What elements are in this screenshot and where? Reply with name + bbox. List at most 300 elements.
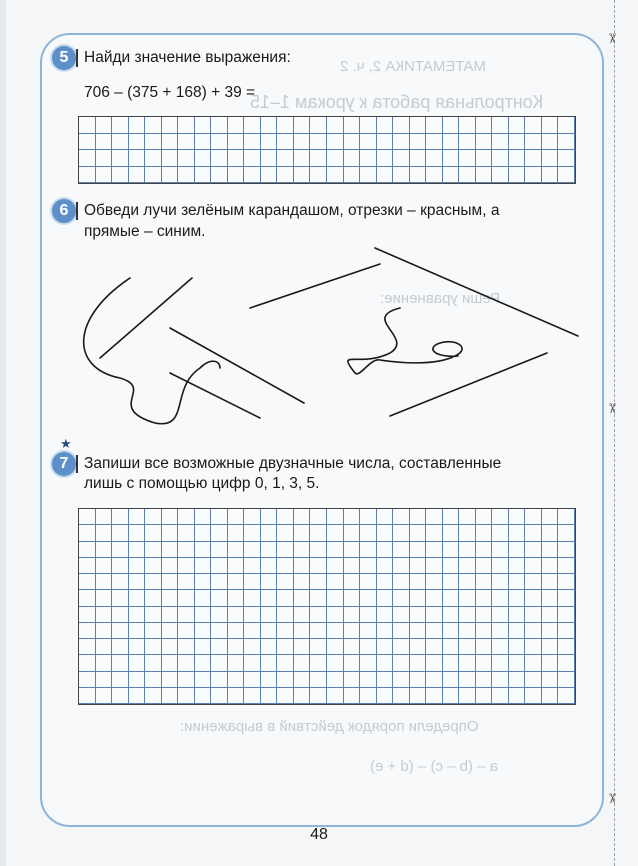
grid-cell[interactable] <box>360 525 377 541</box>
grid-cell[interactable] <box>443 623 460 639</box>
grid-cell[interactable] <box>145 655 162 671</box>
grid-cell[interactable] <box>96 639 113 655</box>
grid-cell[interactable] <box>525 150 542 167</box>
grid-cell[interactable] <box>112 117 129 134</box>
grid-cell[interactable] <box>344 558 361 574</box>
grid-cell[interactable] <box>277 558 294 574</box>
grid-cell[interactable] <box>244 525 261 541</box>
grid-cell[interactable] <box>542 672 559 688</box>
grid-cell[interactable] <box>294 672 311 688</box>
grid-cell[interactable] <box>360 672 377 688</box>
grid-cell[interactable] <box>277 525 294 541</box>
grid-cell[interactable] <box>558 558 575 574</box>
grid-cell[interactable] <box>195 167 212 184</box>
grid-cell[interactable] <box>211 574 228 590</box>
grid-cell[interactable] <box>310 167 327 184</box>
grid-cell[interactable] <box>228 688 245 704</box>
grid-cell[interactable] <box>178 639 195 655</box>
grid-cell[interactable] <box>344 655 361 671</box>
grid-cell[interactable] <box>294 639 311 655</box>
grid-cell[interactable] <box>377 672 394 688</box>
grid-cell[interactable] <box>195 509 212 525</box>
grid-cell[interactable] <box>310 134 327 151</box>
grid-cell[interactable] <box>112 167 129 184</box>
grid-cell[interactable] <box>294 688 311 704</box>
grid-cell[interactable] <box>228 150 245 167</box>
grid-cell[interactable] <box>377 525 394 541</box>
grid-cell[interactable] <box>393 509 410 525</box>
grid-cell[interactable] <box>426 134 443 151</box>
grid-cell[interactable] <box>294 590 311 606</box>
grid-cell[interactable] <box>459 117 476 134</box>
grid-cell[interactable] <box>79 117 96 134</box>
grid-cell[interactable] <box>261 134 278 151</box>
grid-cell[interactable] <box>393 574 410 590</box>
grid-cell[interactable] <box>492 623 509 639</box>
grid-cell[interactable] <box>145 574 162 590</box>
grid-cell[interactable] <box>228 655 245 671</box>
grid-cell[interactable] <box>542 574 559 590</box>
grid-cell[interactable] <box>459 623 476 639</box>
grid-cell[interactable] <box>525 574 542 590</box>
grid-cell[interactable] <box>327 655 344 671</box>
grid-cell[interactable] <box>459 655 476 671</box>
grid-cell[interactable] <box>542 542 559 558</box>
grid-cell[interactable] <box>145 542 162 558</box>
grid-cell[interactable] <box>509 542 526 558</box>
grid-cell[interactable] <box>310 590 327 606</box>
grid-cell[interactable] <box>112 558 129 574</box>
grid-cell[interactable] <box>558 672 575 688</box>
grid-cell[interactable] <box>294 509 311 525</box>
grid-cell[interactable] <box>162 607 179 623</box>
grid-cell[interactable] <box>112 134 129 151</box>
grid-cell[interactable] <box>525 134 542 151</box>
grid-cell[interactable] <box>228 672 245 688</box>
grid-cell[interactable] <box>525 639 542 655</box>
grid-cell[interactable] <box>509 590 526 606</box>
grid-cell[interactable] <box>145 607 162 623</box>
grid-cell[interactable] <box>195 134 212 151</box>
grid-cell[interactable] <box>492 672 509 688</box>
grid-cell[interactable] <box>79 672 96 688</box>
grid-cell[interactable] <box>244 688 261 704</box>
grid-cell[interactable] <box>459 542 476 558</box>
grid-cell[interactable] <box>459 525 476 541</box>
grid-cell[interactable] <box>443 542 460 558</box>
grid-cell[interactable] <box>327 117 344 134</box>
grid-cell[interactable] <box>211 623 228 639</box>
grid-cell[interactable] <box>327 150 344 167</box>
grid-cell[interactable] <box>327 639 344 655</box>
grid-cell[interactable] <box>145 590 162 606</box>
grid-cell[interactable] <box>459 509 476 525</box>
grid-cell[interactable] <box>476 590 493 606</box>
grid-cell[interactable] <box>542 525 559 541</box>
grid-cell[interactable] <box>459 150 476 167</box>
grid-cell[interactable] <box>344 117 361 134</box>
grid-cell[interactable] <box>459 639 476 655</box>
grid-cell[interactable] <box>145 525 162 541</box>
grid-cell[interactable] <box>426 117 443 134</box>
grid-cell[interactable] <box>228 525 245 541</box>
grid-cell[interactable] <box>162 639 179 655</box>
grid-cell[interactable] <box>244 607 261 623</box>
grid-cell[interactable] <box>426 574 443 590</box>
grid-cell[interactable] <box>525 688 542 704</box>
grid-cell[interactable] <box>145 672 162 688</box>
grid-cell[interactable] <box>96 672 113 688</box>
grid-cell[interactable] <box>310 117 327 134</box>
grid-cell[interactable] <box>261 542 278 558</box>
grid-cell[interactable] <box>310 655 327 671</box>
grid-cell[interactable] <box>96 167 113 184</box>
grid-cell[interactable] <box>112 607 129 623</box>
grid-cell[interactable] <box>426 167 443 184</box>
grid-cell[interactable] <box>426 688 443 704</box>
grid-cell[interactable] <box>509 623 526 639</box>
grid-cell[interactable] <box>310 639 327 655</box>
grid-cell[interactable] <box>509 655 526 671</box>
grid-cell[interactable] <box>79 688 96 704</box>
grid-cell[interactable] <box>195 558 212 574</box>
grid-cell[interactable] <box>96 655 113 671</box>
grid-cell[interactable] <box>542 590 559 606</box>
grid-cell[interactable] <box>327 525 344 541</box>
grid-cell[interactable] <box>211 558 228 574</box>
grid-cell[interactable] <box>211 590 228 606</box>
grid-cell[interactable] <box>261 150 278 167</box>
grid-cell[interactable] <box>178 574 195 590</box>
grid-cell[interactable] <box>112 509 129 525</box>
grid-cell[interactable] <box>195 117 212 134</box>
answer-grid[interactable] <box>78 116 576 184</box>
grid-cell[interactable] <box>195 688 212 704</box>
grid-cell[interactable] <box>443 574 460 590</box>
grid-cell[interactable] <box>558 623 575 639</box>
grid-cell[interactable] <box>310 150 327 167</box>
grid-cell[interactable] <box>277 672 294 688</box>
grid-cell[interactable] <box>162 542 179 558</box>
grid-cell[interactable] <box>393 590 410 606</box>
grid-cell[interactable] <box>162 525 179 541</box>
grid-cell[interactable] <box>492 590 509 606</box>
grid-cell[interactable] <box>377 150 394 167</box>
grid-cell[interactable] <box>410 150 427 167</box>
grid-cell[interactable] <box>360 509 377 525</box>
grid-cell[interactable] <box>178 167 195 184</box>
grid-cell[interactable] <box>459 558 476 574</box>
grid-cell[interactable] <box>261 623 278 639</box>
grid-cell[interactable] <box>261 167 278 184</box>
grid-cell[interactable] <box>492 558 509 574</box>
grid-cell[interactable] <box>476 542 493 558</box>
grid-cell[interactable] <box>443 688 460 704</box>
grid-cell[interactable] <box>145 688 162 704</box>
grid-cell[interactable] <box>476 574 493 590</box>
grid-cell[interactable] <box>426 639 443 655</box>
grid-cell[interactable] <box>327 542 344 558</box>
grid-cell[interactable] <box>211 688 228 704</box>
grid-cell[interactable] <box>542 558 559 574</box>
grid-cell[interactable] <box>327 134 344 151</box>
grid-cell[interactable] <box>195 639 212 655</box>
grid-cell[interactable] <box>277 639 294 655</box>
grid-cell[interactable] <box>79 167 96 184</box>
grid-cell[interactable] <box>112 150 129 167</box>
grid-cell[interactable] <box>261 672 278 688</box>
grid-cell[interactable] <box>112 590 129 606</box>
grid-cell[interactable] <box>492 509 509 525</box>
grid-cell[interactable] <box>129 574 146 590</box>
grid-cell[interactable] <box>476 672 493 688</box>
grid-cell[interactable] <box>178 623 195 639</box>
grid-cell[interactable] <box>145 558 162 574</box>
grid-cell[interactable] <box>211 150 228 167</box>
grid-cell[interactable] <box>228 574 245 590</box>
grid-cell[interactable] <box>525 167 542 184</box>
grid-cell[interactable] <box>360 607 377 623</box>
grid-cell[interactable] <box>96 623 113 639</box>
grid-cell[interactable] <box>310 672 327 688</box>
grid-cell[interactable] <box>542 117 559 134</box>
grid-cell[interactable] <box>129 590 146 606</box>
grid-cell[interactable] <box>195 590 212 606</box>
grid-cell[interactable] <box>410 688 427 704</box>
grid-cell[interactable] <box>96 134 113 151</box>
grid-cell[interactable] <box>79 525 96 541</box>
grid-cell[interactable] <box>558 688 575 704</box>
grid-cell[interactable] <box>261 655 278 671</box>
grid-cell[interactable] <box>344 134 361 151</box>
grid-cell[interactable] <box>393 655 410 671</box>
grid-cell[interactable] <box>96 574 113 590</box>
grid-cell[interactable] <box>525 117 542 134</box>
grid-cell[interactable] <box>459 574 476 590</box>
grid-cell[interactable] <box>244 150 261 167</box>
grid-cell[interactable] <box>129 525 146 541</box>
grid-cell[interactable] <box>145 623 162 639</box>
grid-cell[interactable] <box>112 542 129 558</box>
grid-cell[interactable] <box>261 639 278 655</box>
grid-cell[interactable] <box>393 623 410 639</box>
grid-cell[interactable] <box>492 525 509 541</box>
grid-cell[interactable] <box>211 607 228 623</box>
grid-cell[interactable] <box>443 558 460 574</box>
grid-cell[interactable] <box>79 623 96 639</box>
grid-cell[interactable] <box>525 590 542 606</box>
grid-cell[interactable] <box>459 134 476 151</box>
grid-cell[interactable] <box>96 688 113 704</box>
grid-cell[interactable] <box>96 509 113 525</box>
grid-cell[interactable] <box>195 525 212 541</box>
grid-cell[interactable] <box>310 525 327 541</box>
grid-cell[interactable] <box>377 623 394 639</box>
grid-cell[interactable] <box>426 525 443 541</box>
grid-cell[interactable] <box>178 542 195 558</box>
grid-cell[interactable] <box>377 574 394 590</box>
grid-cell[interactable] <box>542 150 559 167</box>
grid-cell[interactable] <box>310 509 327 525</box>
grid-cell[interactable] <box>178 117 195 134</box>
grid-cell[interactable] <box>476 134 493 151</box>
grid-cell[interactable] <box>459 590 476 606</box>
grid-cell[interactable] <box>178 688 195 704</box>
grid-cell[interactable] <box>310 574 327 590</box>
grid-cell[interactable] <box>327 509 344 525</box>
grid-cell[interactable] <box>96 558 113 574</box>
grid-cell[interactable] <box>244 117 261 134</box>
grid-cell[interactable] <box>377 558 394 574</box>
grid-cell[interactable] <box>443 134 460 151</box>
grid-cell[interactable] <box>558 655 575 671</box>
grid-cell[interactable] <box>558 525 575 541</box>
grid-cell[interactable] <box>129 558 146 574</box>
grid-cell[interactable] <box>211 167 228 184</box>
grid-cell[interactable] <box>112 574 129 590</box>
grid-cell[interactable] <box>327 688 344 704</box>
grid-cell[interactable] <box>261 688 278 704</box>
grid-cell[interactable] <box>344 542 361 558</box>
grid-cell[interactable] <box>244 639 261 655</box>
grid-cell[interactable] <box>310 558 327 574</box>
grid-cell[interactable] <box>162 558 179 574</box>
grid-cell[interactable] <box>162 134 179 151</box>
grid-cell[interactable] <box>228 590 245 606</box>
grid-cell[interactable] <box>79 542 96 558</box>
grid-cell[interactable] <box>79 590 96 606</box>
grid-cell[interactable] <box>195 150 212 167</box>
grid-cell[interactable] <box>294 134 311 151</box>
grid-cell[interactable] <box>162 167 179 184</box>
grid-cell[interactable] <box>344 639 361 655</box>
grid-cell[interactable] <box>244 590 261 606</box>
grid-cell[interactable] <box>377 134 394 151</box>
grid-cell[interactable] <box>129 542 146 558</box>
grid-cell[interactable] <box>178 150 195 167</box>
grid-cell[interactable] <box>261 607 278 623</box>
grid-cell[interactable] <box>228 134 245 151</box>
grid-cell[interactable] <box>558 590 575 606</box>
grid-cell[interactable] <box>244 655 261 671</box>
grid-cell[interactable] <box>492 134 509 151</box>
grid-cell[interactable] <box>360 167 377 184</box>
grid-cell[interactable] <box>410 525 427 541</box>
grid-cell[interactable] <box>410 672 427 688</box>
grid-cell[interactable] <box>525 672 542 688</box>
grid-cell[interactable] <box>377 117 394 134</box>
grid-cell[interactable] <box>393 607 410 623</box>
grid-cell[interactable] <box>211 134 228 151</box>
grid-cell[interactable] <box>509 150 526 167</box>
grid-cell[interactable] <box>294 167 311 184</box>
grid-cell[interactable] <box>211 639 228 655</box>
grid-cell[interactable] <box>228 623 245 639</box>
grid-cell[interactable] <box>525 542 542 558</box>
grid-cell[interactable] <box>145 167 162 184</box>
grid-cell[interactable] <box>79 607 96 623</box>
grid-cell[interactable] <box>277 590 294 606</box>
grid-cell[interactable] <box>509 639 526 655</box>
grid-cell[interactable] <box>244 623 261 639</box>
grid-cell[interactable] <box>377 655 394 671</box>
grid-cell[interactable] <box>360 639 377 655</box>
grid-cell[interactable] <box>145 117 162 134</box>
grid-cell[interactable] <box>211 525 228 541</box>
grid-cell[interactable] <box>509 117 526 134</box>
grid-cell[interactable] <box>492 574 509 590</box>
grid-cell[interactable] <box>162 590 179 606</box>
grid-cell[interactable] <box>294 558 311 574</box>
answer-grid[interactable] <box>78 508 576 705</box>
grid-cell[interactable] <box>261 509 278 525</box>
grid-cell[interactable] <box>443 167 460 184</box>
grid-cell[interactable] <box>377 509 394 525</box>
grid-cell[interactable] <box>393 150 410 167</box>
grid-cell[interactable] <box>195 672 212 688</box>
grid-cell[interactable] <box>542 655 559 671</box>
grid-cell[interactable] <box>162 150 179 167</box>
grid-cell[interactable] <box>310 542 327 558</box>
grid-cell[interactable] <box>327 672 344 688</box>
grid-cell[interactable] <box>327 607 344 623</box>
grid-cell[interactable] <box>542 688 559 704</box>
grid-cell[interactable] <box>195 655 212 671</box>
grid-cell[interactable] <box>459 607 476 623</box>
grid-cell[interactable] <box>277 542 294 558</box>
grid-cell[interactable] <box>244 558 261 574</box>
grid-cell[interactable] <box>129 688 146 704</box>
grid-cell[interactable] <box>360 623 377 639</box>
grid-cell[interactable] <box>360 117 377 134</box>
grid-cell[interactable] <box>509 574 526 590</box>
grid-cell[interactable] <box>211 542 228 558</box>
grid-cell[interactable] <box>476 509 493 525</box>
grid-cell[interactable] <box>277 117 294 134</box>
grid-cell[interactable] <box>277 134 294 151</box>
grid-cell[interactable] <box>96 525 113 541</box>
grid-cell[interactable] <box>476 150 493 167</box>
grid-cell[interactable] <box>542 134 559 151</box>
grid-cell[interactable] <box>558 134 575 151</box>
grid-cell[interactable] <box>459 167 476 184</box>
grid-cell[interactable] <box>410 509 427 525</box>
grid-cell[interactable] <box>360 558 377 574</box>
grid-cell[interactable] <box>360 688 377 704</box>
grid-cell[interactable] <box>310 623 327 639</box>
grid-cell[interactable] <box>525 509 542 525</box>
grid-cell[interactable] <box>327 167 344 184</box>
grid-cell[interactable] <box>410 607 427 623</box>
grid-cell[interactable] <box>344 672 361 688</box>
grid-cell[interactable] <box>79 639 96 655</box>
grid-cell[interactable] <box>393 117 410 134</box>
grid-cell[interactable] <box>112 655 129 671</box>
grid-cell[interactable] <box>542 607 559 623</box>
grid-cell[interactable] <box>277 509 294 525</box>
grid-cell[interactable] <box>360 574 377 590</box>
grid-cell[interactable] <box>360 655 377 671</box>
grid-cell[interactable] <box>112 525 129 541</box>
grid-cell[interactable] <box>178 558 195 574</box>
grid-cell[interactable] <box>393 558 410 574</box>
grid-cell[interactable] <box>178 525 195 541</box>
grid-cell[interactable] <box>145 639 162 655</box>
grid-cell[interactable] <box>476 655 493 671</box>
grid-cell[interactable] <box>344 525 361 541</box>
grid-cell[interactable] <box>410 134 427 151</box>
grid-cell[interactable] <box>277 688 294 704</box>
